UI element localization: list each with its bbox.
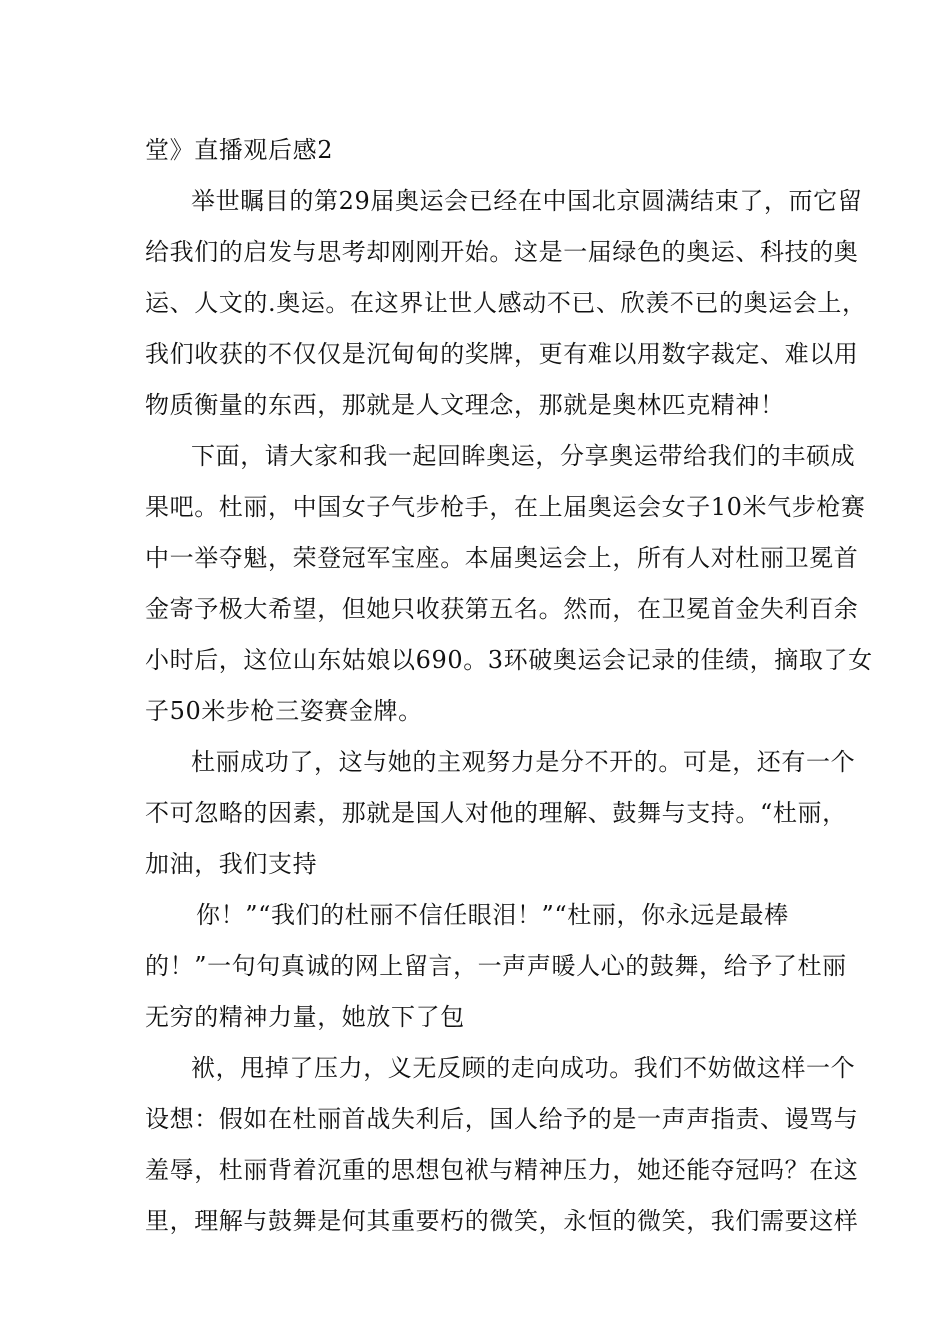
paragraph-line: 金寄予极大希望，但她只收获第五名。然而，在卫冕首金失利百余 bbox=[145, 595, 859, 623]
paragraph-line: 运、人文的.奥运。在这界让世人感动不已、欣羡不已的奥运会上， bbox=[145, 289, 867, 317]
paragraph-line: 子50米步枪三姿赛金牌。 bbox=[145, 697, 423, 725]
paragraph-line: 举世瞩目的第29届奥运会已经在中国北京圆满结束了，而它留 bbox=[191, 187, 863, 215]
paragraph-line: 设想：假如在杜丽首战失利后，国人给予的是一声声指责、谩骂与 bbox=[145, 1105, 859, 1133]
paragraph-line: 中一举夺魁，荣登冠军宝座。本届奥运会上，所有人对杜丽卫冕首 bbox=[145, 544, 859, 572]
paragraph-line: 里，理解与鼓舞是何其重要朽的微笑，永恒的微笑，我们需要这样 bbox=[145, 1207, 859, 1235]
paragraph-line: 下面，请大家和我一起回眸奥运，分享奥运带给我们的丰硕成 bbox=[191, 442, 856, 470]
paragraph-line: 袱，甩掉了压力，义无反顾的走向成功。我们不妨做这样一个 bbox=[191, 1054, 856, 1082]
paragraph-line: 的！”一句句真诚的网上留言，一声声暖人心的鼓舞，给予了杜丽 bbox=[145, 952, 847, 980]
paragraph-line: 果吧。杜丽，中国女子气步枪手，在上届奥运会女子10米气步枪赛 bbox=[145, 493, 866, 521]
paragraph-line: 不可忽略的因素，那就是国人对他的理解、鼓舞与支持。“杜丽， bbox=[145, 799, 847, 827]
paragraph-line: 杜丽成功了，这与她的主观努力是分不开的。可是，还有一个 bbox=[191, 748, 856, 776]
paragraph-line: 我们收获的不仅仅是沉甸甸的奖牌，更有难以用数字裁定、难以用 bbox=[145, 340, 859, 368]
paragraph-line: 给我们的启发与思考却刚刚开始。这是一届绿色的奥运、科技的奥 bbox=[145, 238, 859, 266]
title-line: 堂》直播观后感2 bbox=[145, 136, 334, 164]
paragraph-line: 加油，我们支持 bbox=[145, 850, 318, 878]
paragraph-line: 小时后，这位山东姑娘以690。3环破奥运会记录的佳绩，摘取了女 bbox=[145, 646, 873, 674]
paragraph-line: 物质衡量的东西，那就是人文理念，那就是奥林匹克精神！ bbox=[145, 391, 785, 419]
paragraph-line: 你！”“我们的杜丽不信任眼泪！”“杜丽，你永远是最棒 bbox=[196, 901, 789, 929]
paragraph-line: 无穷的精神力量，她放下了包 bbox=[145, 1003, 465, 1031]
paragraph-line: 羞辱，杜丽背着沉重的思想包袱与精神压力，她还能夺冠吗？在这 bbox=[145, 1156, 859, 1184]
